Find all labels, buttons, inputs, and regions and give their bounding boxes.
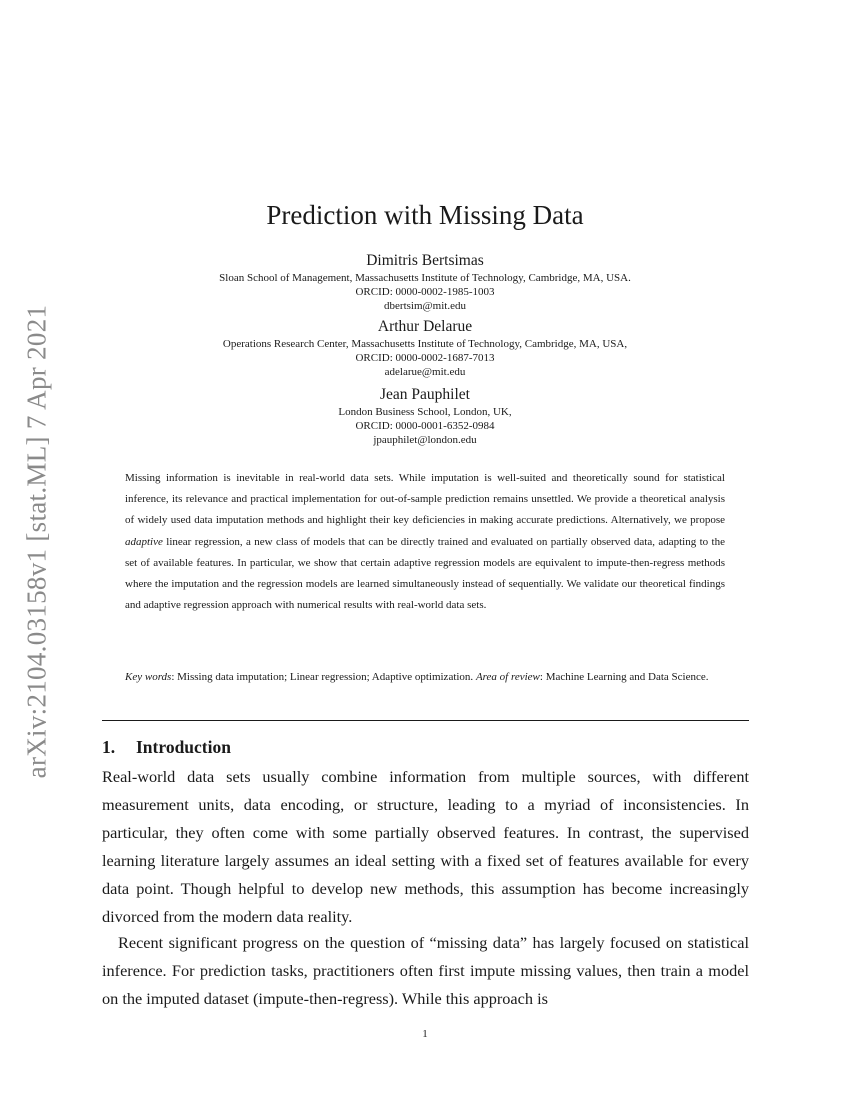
author-email: adelarue@mit.edu — [384, 366, 466, 378]
body-paragraph: Recent significant progress on the question of “missing data” has largely focused on statistical inference. For prediction tasks, practitioners often first impute missing values, then train a model on the imputed dataset (impute-then-regress). While this approach is — [102, 933, 749, 1009]
author-block — [0, 251, 850, 313]
section-number: 1. — [102, 737, 116, 757]
body-paragraph: Real-world data sets usually combine information from multiple sources, with different measurement units, data encoding, or structure, leading to a myriad of inconsistencies. In particular, they often come with some partially observed features. In contrast, the supervised learning literature largely assumes an ideal setting with a fixed set of features available for every data point. Though helpful to develop new methods, this assumption has become increasingly divorced from the modern data reality. — [102, 767, 749, 927]
area-of-review-label: Area of review — [475, 671, 540, 683]
abstract — [125, 468, 725, 616]
keywords: Key words: Missing data imputation; Linear regression; Adaptive optimization. Area of review: Machine Learning and Data Science. — [125, 671, 709, 683]
abstract-text: linear regression, a new class of models that can be directly trained and evaluated on partially observed data, adapting to the set of available features. In particular, we show that certain adaptive regression models are equivalent to impute-then-regress methods where the imputation and the regression models are learned simultaneously instead of sequentially. We validate our theoretical findings and adaptive regression approach with numerical results with real-world data sets. — [125, 535, 725, 612]
author-affiliation: London Business School, London, UK, — [338, 406, 512, 418]
section-title: Introduction — [136, 737, 231, 757]
arxiv-identifier-text: arXiv:2104.03158v1 [stat.ML] 7 Apr 2021 — [21, 304, 52, 778]
author-email: jpauphilet@london.edu — [373, 434, 477, 446]
author-block — [0, 385, 850, 447]
author-name: Jean Pauphilet — [380, 386, 470, 403]
abstract-emphasis: adaptive — [125, 535, 163, 548]
author-affiliation: Sloan School of Management, Massachusetts Institute of Technology, Cambridge, MA, USA. — [219, 272, 631, 284]
author-orcid: ORCID: 0000-0002-1985-1003 — [355, 286, 495, 298]
abstract-text: Missing information is inevitable in real-world data sets. While imputation is well-suited and theoretically sound for statistical inference, its relevance and practical implementation for out-of-sample prediction remains unsettled. We provide a theoretical analysis of widely used data imputation methods and highlight their key deficiencies in making accurate predictions. Alternatively, we propose — [125, 472, 725, 527]
area-of-review-text: Machine Learning and Data Science. — [545, 671, 709, 683]
author-name: Arthur Delarue — [377, 318, 473, 335]
author-affiliation: Operations Research Center, Massachusetts Institute of Technology, Cambridge, MA, USA, — [222, 338, 628, 350]
keywords-label: Key words — [125, 671, 172, 683]
author-block — [0, 317, 850, 379]
author-orcid: ORCID: 0000-0001-6352-0984 — [355, 420, 495, 432]
paper-title: Prediction with Missing Data — [266, 200, 584, 230]
author-name: Dimitris Bertsimas — [366, 252, 484, 269]
author-email: dbertsim@mit.edu — [384, 300, 466, 312]
author-orcid: ORCID: 0000-0002-1687-7013 — [355, 352, 495, 364]
page-number: 1 — [422, 1028, 428, 1040]
keywords-text: Missing data imputation; Linear regression; Adaptive optimization. — [177, 671, 474, 683]
horizontal-rule — [102, 720, 749, 721]
section-heading — [102, 737, 231, 758]
